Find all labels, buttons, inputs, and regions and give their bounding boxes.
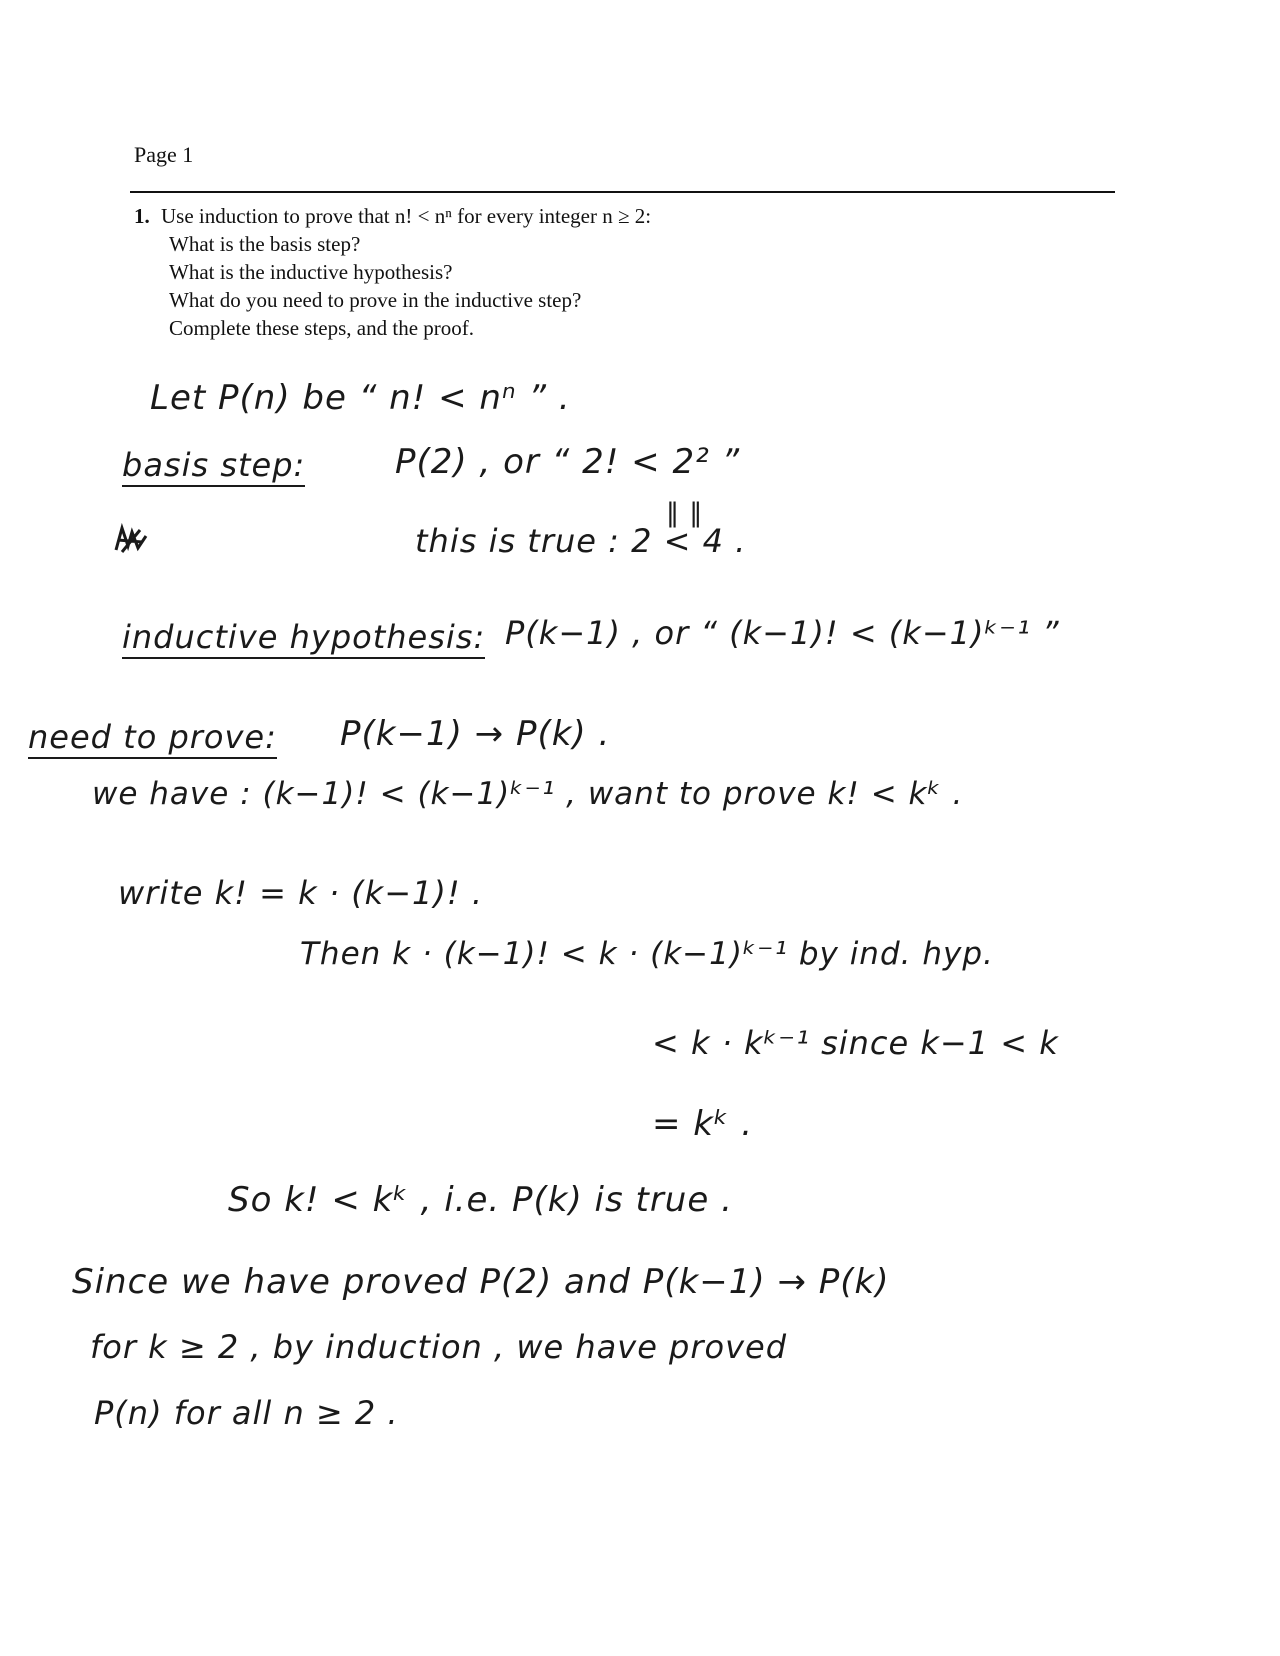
hw-equals-line: = kᵏ .	[652, 1104, 754, 1144]
problem-block	[134, 202, 651, 342]
hw-let-line: Let P(n) be “ n! < nⁿ ” .	[150, 378, 571, 418]
hw-conclusion-1: Since we have proved P(2) and P(k−1) → P(k)	[72, 1262, 890, 1302]
hw-true-line: this is true : 2 < 4 .	[415, 522, 747, 560]
problem-number: 1.	[134, 204, 150, 228]
hw-write-line: write k! = k · (k−1)! .	[118, 874, 484, 912]
hw-ih-label: inductive hypothesis:	[122, 618, 485, 659]
hw-need-label: need to prove:	[28, 718, 277, 759]
question-hypothesis: What is the inductive hypothesis?	[169, 260, 453, 284]
question-inductive-step: What do you need to prove in the inductive step?	[169, 288, 582, 312]
hw-so-line: So k! < kᵏ , i.e. P(k) is true .	[228, 1180, 733, 1220]
problem-text: Use induction to prove that n! < nⁿ for every integer n ≥ 2:	[161, 204, 652, 228]
question-basis: What is the basis step?	[169, 232, 361, 256]
scribble-mark	[112, 522, 150, 556]
hw-basis-label: basis step:	[122, 446, 305, 487]
hw-then-line: Then k · (k−1)! < k · (k−1)ᵏ⁻¹ by ind. hyp.	[300, 936, 994, 972]
hw-equal-marks: ‖ ‖	[666, 498, 704, 528]
page-label: Page 1	[134, 142, 194, 167]
hw-we-have: we have : (k−1)! < (k−1)ᵏ⁻¹ , want to prove k! < kᵏ .	[92, 776, 964, 812]
hw-basis-text: P(2) , or “ 2! < 2² ”	[395, 442, 741, 482]
header-rule	[130, 191, 1115, 193]
hw-ih-text: P(k−1) , or “ (k−1)! < (k−1)ᵏ⁻¹ ”	[505, 614, 1060, 652]
problem-statement	[134, 202, 651, 230]
hw-conclusion-2: for k ≥ 2 , by induction , we have proved	[90, 1328, 788, 1366]
hw-need-text: P(k−1) → P(k) .	[340, 714, 611, 754]
question-complete: Complete these steps, and the proof.	[169, 316, 475, 340]
hw-since-line: < k · kᵏ⁻¹ since k−1 < k	[652, 1024, 1059, 1062]
hw-conclusion-3: P(n) for all n ≥ 2 .	[94, 1394, 399, 1432]
